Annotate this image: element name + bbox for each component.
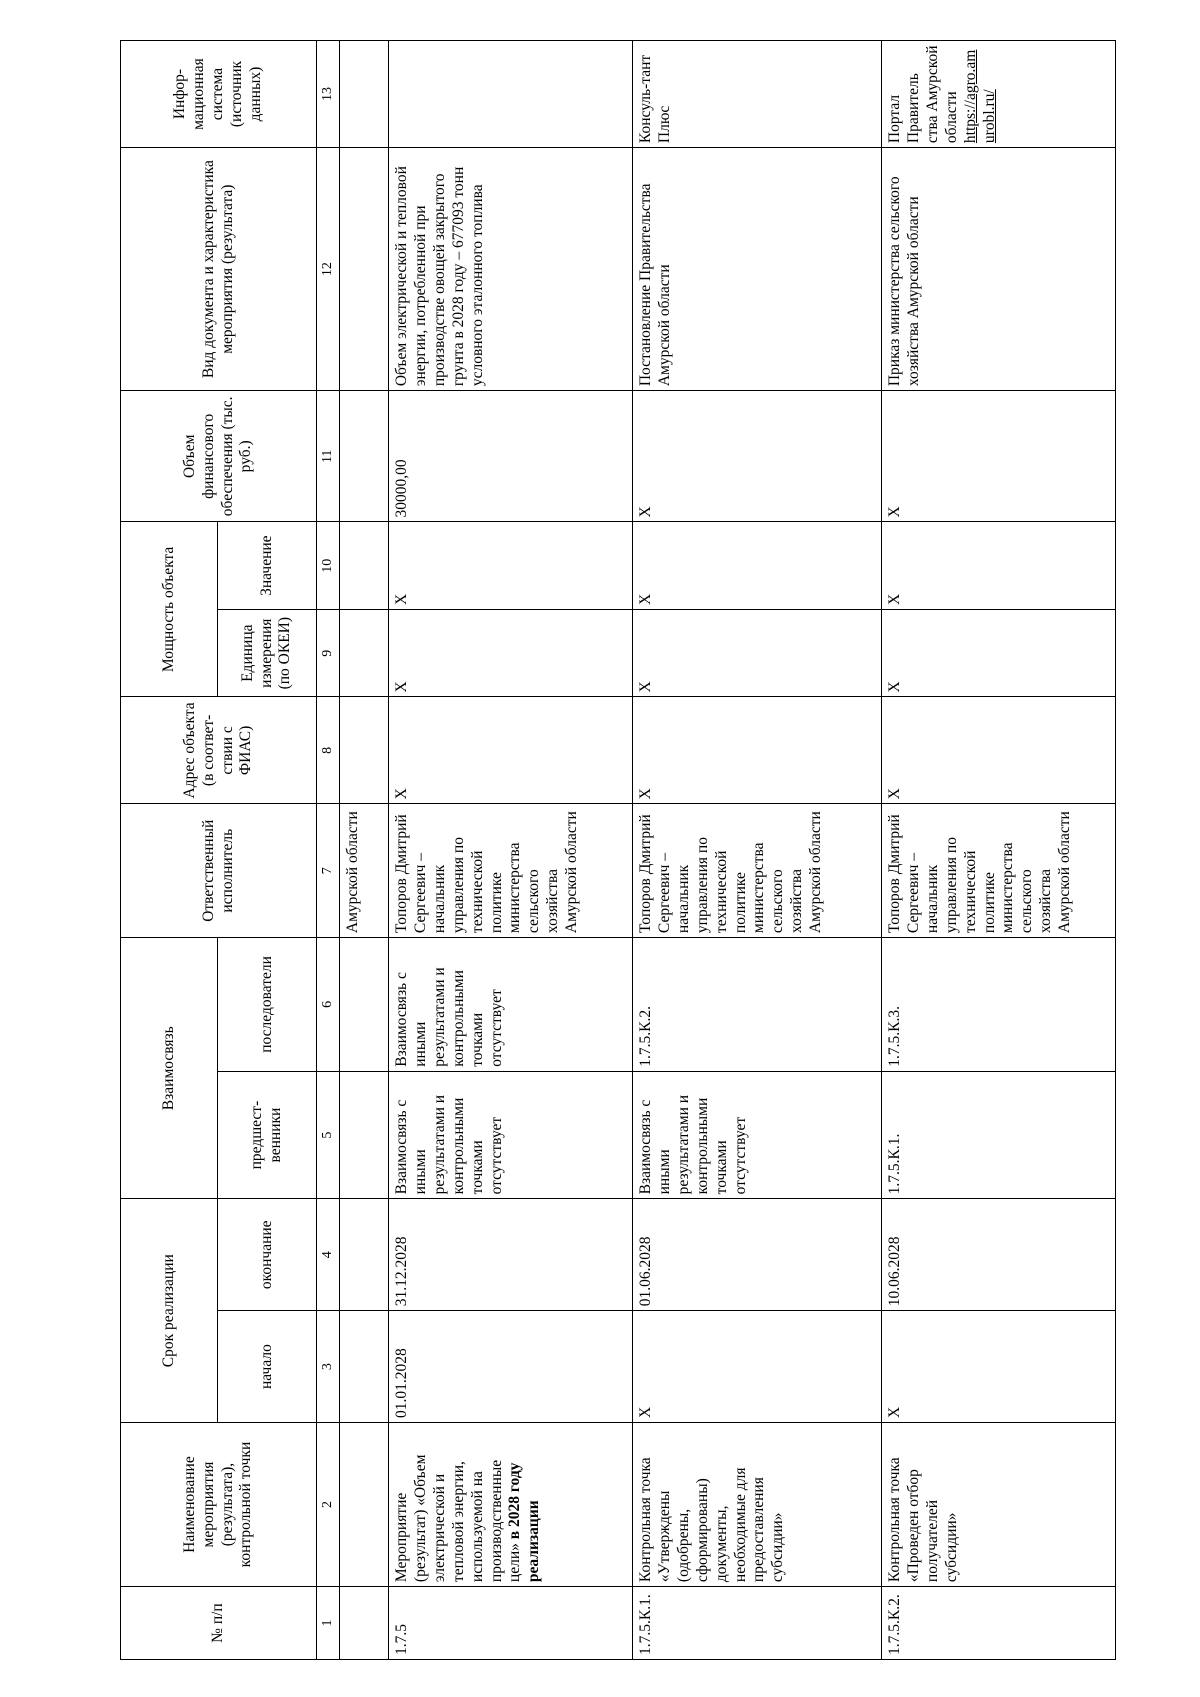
cell-unit: X xyxy=(389,609,633,697)
cell-name xyxy=(389,1423,633,1587)
cell-info: Консуль-тант Плюс xyxy=(633,41,882,148)
cell-value: X xyxy=(633,522,882,610)
header-value: Значение xyxy=(218,522,317,610)
cell-unit: X xyxy=(882,609,1116,697)
header-unit: Единица измерения (по ОКЕИ) xyxy=(218,609,317,697)
cell-doc: Объем электрической и тепловой энергии, потребленной при производстве овощей закрытого грунта в 2028 году – 677093 тонн условного эталонного топлива xyxy=(389,148,633,391)
header-num: № п/п xyxy=(121,1587,317,1660)
header-start: начало xyxy=(218,1311,317,1423)
cell-name: Контрольная точка «Утверждены (одобрены, сформированы) документы, необходимые для предоставления субсидии» xyxy=(633,1423,882,1587)
cell-responsible: Топоров Дмитрий Сергеевич – начальник управления по технической политике министерства сельского хозяйства Амурской области xyxy=(633,804,882,938)
column-number: 7 xyxy=(317,804,340,938)
cell-start: X xyxy=(882,1311,1116,1423)
cell-end: 10.06.2028 xyxy=(882,1199,1116,1311)
cell-start: X xyxy=(633,1311,882,1423)
cell-predecessors: 1.7.5.К.1. xyxy=(882,1071,1116,1199)
column-number: 12 xyxy=(317,148,340,391)
cell-funding: X xyxy=(633,391,882,522)
cell-predecessors: Взаимосвязь с иными результатами и контрольными точками отсутствует xyxy=(633,1071,882,1199)
cell-doc: Постановление Правительства Амурской области xyxy=(633,148,882,391)
header-relation: Взаимосвязь xyxy=(121,938,218,1199)
header-address: Адрес объекта (в соответ-ствии с ФИАС) xyxy=(121,697,317,804)
implementation-plan-table xyxy=(120,40,1116,1660)
cell-successors: 1.7.5.К.3. xyxy=(882,938,1116,1072)
cell-funding: X xyxy=(882,391,1116,522)
header-predecessors: предшест-венники xyxy=(218,1071,317,1199)
cell-responsible: Амурской области xyxy=(340,804,389,938)
column-number: 13 xyxy=(317,41,340,148)
header-end: окончание xyxy=(218,1199,317,1311)
column-number: 9 xyxy=(317,609,340,697)
cell-num: 1.7.5.К.2. xyxy=(882,1587,1116,1660)
cell-name-bold-text: в 2028 году реализации xyxy=(506,1462,543,1583)
table-row xyxy=(389,41,633,1660)
cell-address: X xyxy=(633,697,882,804)
header-successors: последователи xyxy=(218,938,317,1072)
header-deadline: Срок реализации xyxy=(121,1199,218,1423)
header-info-system: Инфор-мационная система (источник данных) xyxy=(121,41,317,148)
cell-start: 01.01.2028 xyxy=(389,1311,633,1423)
cell-name: Контрольная точка «Проведен отбор получателей субсидии» xyxy=(882,1423,1116,1587)
header-doc-type: Вид документа и характеристика мероприятия (результата) xyxy=(121,148,317,391)
cell-name-text: Мероприятие (результат) «Объем электрической и тепловой энергии, используемой на производственные цели» xyxy=(393,1454,524,1583)
cell-successors: Взаимосвязь с иными результатами и контрольными точками отсутствует xyxy=(389,938,633,1072)
cell-responsible: Топоров Дмитрий Сергеевич – начальник управления по технической политике министерства сельского хозяйства Амурской области xyxy=(389,804,633,938)
table-row xyxy=(633,41,882,1660)
continuation-row xyxy=(340,41,389,1660)
cell-unit: X xyxy=(633,609,882,697)
cell-info xyxy=(882,41,1116,148)
cell-address: X xyxy=(389,697,633,804)
header-funding: Объем финансового обеспечения (тыс. руб.) xyxy=(121,391,317,522)
column-number: 1 xyxy=(317,1587,340,1660)
column-number: 6 xyxy=(317,938,340,1072)
column-number: 3 xyxy=(317,1311,340,1423)
cell-predecessors: Взаимосвязь с иными результатами и контрольными точками отсутствует xyxy=(389,1071,633,1199)
column-number: 5 xyxy=(317,1071,340,1199)
cell-responsible: Топоров Дмитрий Сергеевич – начальник управления по технической политике министерства сельского хозяйства Амурской области xyxy=(882,804,1116,938)
header-capacity: Мощность объекта xyxy=(121,522,218,697)
cell-funding: 30000,00 xyxy=(389,391,633,522)
column-number: 8 xyxy=(317,697,340,804)
cell-value: X xyxy=(389,522,633,610)
cell-address: X xyxy=(882,697,1116,804)
column-number: 10 xyxy=(317,522,340,610)
rotated-table-wrapper xyxy=(120,40,1100,1660)
header-row-1 xyxy=(121,41,218,1660)
cell-end: 01.06.2028 xyxy=(633,1199,882,1311)
cell-num: 1.7.5.К.1. xyxy=(633,1587,882,1660)
column-number: 11 xyxy=(317,391,340,522)
table-row xyxy=(882,41,1116,1660)
cell-num: 1.7.5 xyxy=(389,1587,633,1660)
cell-doc: Приказ министерства сельского хозяйства Амурской области xyxy=(882,148,1116,391)
portal-link[interactable]: https://agro.amurobl.ru/ xyxy=(961,49,998,144)
cell-value: X xyxy=(882,522,1116,610)
column-number-row xyxy=(317,41,340,1660)
cell-info xyxy=(389,41,633,148)
cell-successors: 1.7.5.К.2. xyxy=(633,938,882,1072)
cell-info-text: Портал Правитель ства Амурской области xyxy=(886,45,960,144)
header-name: Наименование мероприятия (результата), контрольной точки xyxy=(121,1423,317,1587)
cell-end: 31.12.2028 xyxy=(389,1199,633,1311)
column-number: 2 xyxy=(317,1423,340,1587)
column-number: 4 xyxy=(317,1199,340,1311)
header-responsible: Ответственный исполнитель xyxy=(121,804,317,938)
